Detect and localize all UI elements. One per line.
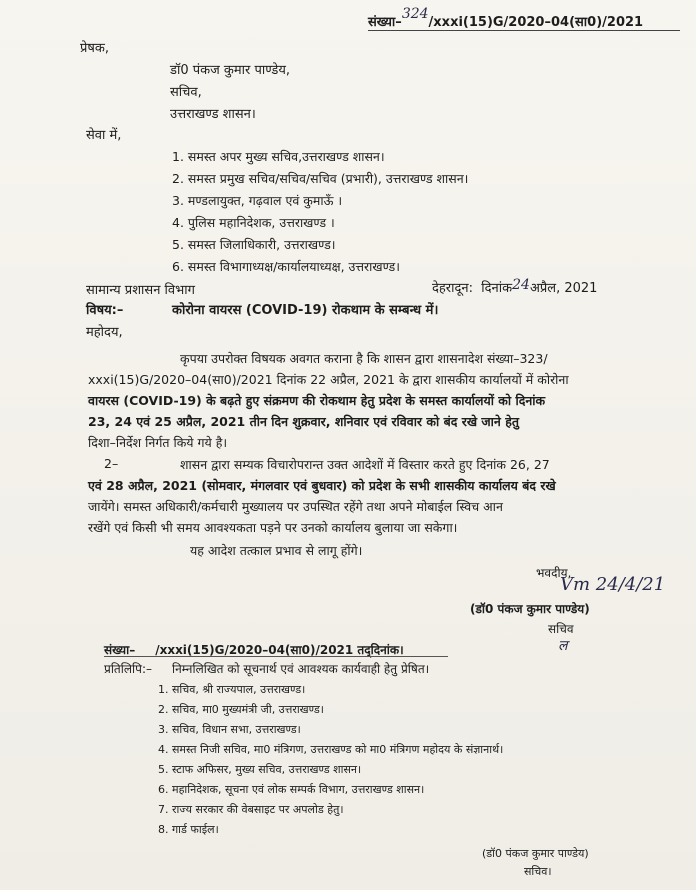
initial-mark: ल <box>558 638 568 654</box>
paragraph1-line: xxxi(15)G/2020–04(सा0)/2021 दिनांक 22 अप्रैल, 2021 के द्वारा शासकीय कार्यालयों में कोरोना <box>88 372 569 387</box>
copy-reference: संख्या– /xxxi(15)G/2020–04(सा0)/2021 तद्‌दिनांक। <box>104 643 404 657</box>
paragraph1-line: कृपया उपरोक्त विषयक अवगत कराना है कि शासन द्वारा शासनादेश संख्या–323/ <box>180 351 548 366</box>
paragraph2-line: एवं 28 अप्रैल, 2021 (सोमवार, मंगलवार एवं बुधवार) को प्रदेश के सभी शासकीय कार्यालय बंद रखे <box>88 478 556 493</box>
footer-name: (डॉ0 पंकज कुमार पाण्डेय) <box>482 847 589 860</box>
paragraph2-line: रखेंगे एवं किसी भी समय आवश्यकता पड़ने पर उनको कार्यालय बुलाया जा सकेगा। <box>88 520 458 535</box>
recipient-item: 5. समस्त जिलाधिकारी, उत्तराखण्ड। <box>172 237 336 252</box>
copy-to-item: 1. सचिव, श्री राज्यपाल, उत्तराखण्ड। <box>158 683 306 696</box>
sender-office: उत्तराखण्ड शासन। <box>170 107 256 122</box>
copy-to-item: 8. गार्ड फाईल। <box>158 823 219 836</box>
closing-yours: भवदीय, <box>536 566 572 580</box>
paragraph2-line: शासन द्वारा सम्यक विचारोपरान्त उक्त आदेशों में विस्तार करते हुए दिनांक 26, 27 <box>180 457 550 472</box>
sender-label: प्रेषक, <box>80 41 110 56</box>
handwritten-ref-number: 324 <box>401 6 429 22</box>
signature: Vm 24/4/21 <box>560 574 666 595</box>
sender-designation: सचिव, <box>170 85 202 100</box>
footer-designation: सचिव। <box>524 865 552 878</box>
recipients-label: सेवा में, <box>86 128 122 143</box>
handwritten-date: 24 <box>512 277 530 293</box>
copy-to-intro: निम्नलिखित को सूचनार्थ एवं आवश्यक कार्यवाही हेतु प्रेषित। <box>172 662 430 676</box>
department: सामान्य प्रशासन विभाग <box>86 283 195 298</box>
copy-to-item: 5. स्टाफ अफिसर, मुख्य सचिव, उत्तराखण्ड शासन। <box>158 763 362 776</box>
paragraph1-line: 23, 24 एवं 25 अप्रैल, 2021 तीन दिन शुक्रवार, शनिवार एवं रविवार को बंद रखे जाने हेतु <box>88 414 519 429</box>
paragraph2-number: 2– <box>104 456 119 471</box>
copy-to-item: 2. सचिव, मा0 मुख्यमंत्री जी, उत्तराखण्ड। <box>158 703 324 716</box>
subject-label: विषय:– <box>86 303 124 318</box>
copy-to-label: प्रतिलिपि:– <box>104 662 152 676</box>
paragraph2-line: जायेंगे। समस्त अधिकारी/कर्मचारी मुख्यालय पर उपस्थित रहेंगे तथा अपने मोबाईल स्विच आन <box>88 499 503 514</box>
copy-reference-underline <box>104 656 448 657</box>
recipient-item: 4. पुलिस महानिदेशक, उत्तराखण्ड । <box>172 215 335 230</box>
salutation: महोदय, <box>86 325 123 340</box>
recipient-item: 6. समस्त विभागाध्यक्ष/कार्यालयाध्यक्ष, उत्तराखण्ड। <box>172 259 400 274</box>
recipient-item: 3. मण्डलायुक्त, गढ़वाल एवं कुमाऊँ । <box>172 193 343 208</box>
reference-underline <box>368 30 680 31</box>
closing-designation: सचिव <box>548 622 574 636</box>
place-date: देहरादून: दिनांक24अप्रैल, 2021 <box>432 277 598 296</box>
reference-number: संख्या–324/xxxi(15)G/2020–04(सा0)/2021 <box>368 6 644 30</box>
recipient-item: 2. समस्त प्रमुख सचिव/सचिव/सचिव (प्रभारी), उत्तराखण्ड शासन। <box>172 171 469 186</box>
copy-to-item: 6. महानिदेशक, सूचना एवं लोक सम्पर्क विभाग, उत्तराखण्ड शासन। <box>158 783 425 796</box>
closing-name: (डॉ0 पंकज कुमार पाण्डेय) <box>470 602 590 616</box>
copy-to-item: 4. समस्त निजी सचिव, मा0 मंत्रिगण, उत्तराखण्ड को मा0 मंत्रिगण महोदय के संज्ञानार्थ। <box>158 743 504 756</box>
subject-text: कोरोना वायरस (COVID-19) रोकथाम के सम्बन्ध में। <box>172 303 439 318</box>
paragraph1-line: दिशा–निर्देश निर्गत किये गये है। <box>88 435 228 450</box>
recipient-item: 1. समस्त अपर मुख्य सचिव,उत्तराखण्ड शासन। <box>172 149 385 164</box>
sender-name: डॉ0 पंकज कुमार पाण्डेय, <box>170 63 290 78</box>
paragraph3: यह आदेश तत्काल प्रभाव से लागू होंगे। <box>190 543 363 558</box>
paragraph1-line: वायरस (COVID-19) के बढ़ते हुए संक्रमण की रोकथाम हेतु प्रदेश के समस्त कार्यालयों को दिनांक <box>88 393 546 408</box>
copy-to-item: 7. राज्य सरकार की वेबसाइट पर अपलोड हेतु। <box>158 803 344 816</box>
copy-to-item: 3. सचिव, विधान सभा, उत्तराखण्ड। <box>158 723 301 736</box>
